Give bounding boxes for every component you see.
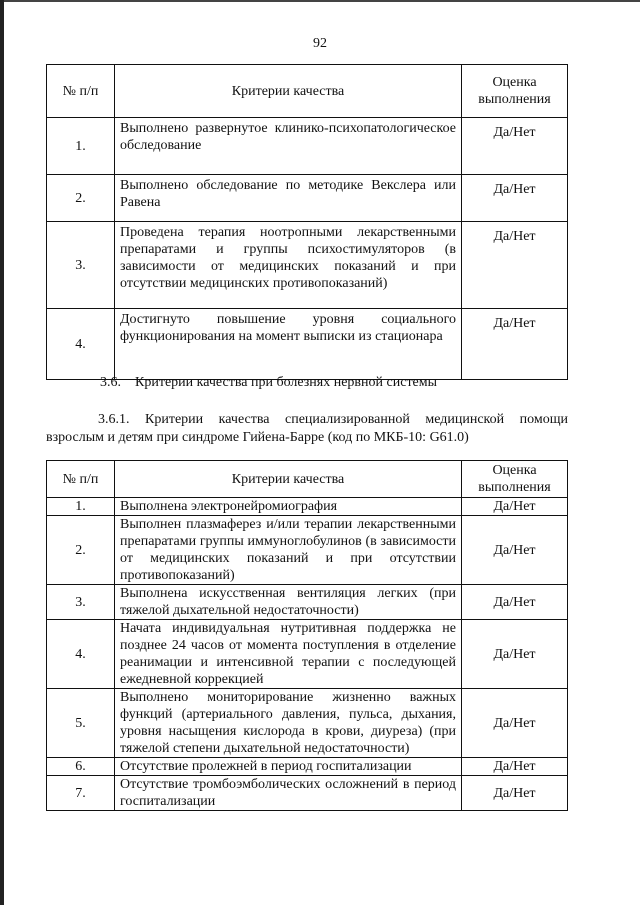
row-num: 3. [47, 222, 115, 309]
criteria-table-1 [46, 64, 568, 380]
table-row [47, 585, 568, 620]
criteria-table-2 [46, 460, 568, 811]
row-grade: Да/Нет [462, 516, 568, 585]
table-row [47, 689, 568, 758]
row-criteria: Выполнено мониторирование жизненно важных функций (артериального давления, пульса, дыхания, уровня насыщения кислорода в крови, диуреза) (при тяжелой степени дыхательной недостаточности) [115, 689, 462, 758]
row-num: 6. [47, 758, 115, 776]
row-grade: Да/Нет [462, 689, 568, 758]
row-grade: Да/Нет [462, 175, 568, 222]
row-criteria: Выполнено обследование по методике Векслера или Равена [115, 175, 462, 222]
header-criteria: Критерии качества [115, 65, 462, 118]
table-row [47, 498, 568, 516]
table-row [47, 620, 568, 689]
table-row [47, 222, 568, 309]
table-header-row [47, 461, 568, 498]
row-grade: Да/Нет [462, 118, 568, 175]
row-num: 7. [47, 776, 115, 811]
row-criteria: Начата индивидуальная нутритивная поддержка не позднее 24 часов от момента поступления в отделение реанимации и интенсивной терапии с последующей ежедневной коррекцией [115, 620, 462, 689]
row-num: 1. [47, 498, 115, 516]
row-grade: Да/Нет [462, 309, 568, 380]
table-row [47, 758, 568, 776]
table-row [47, 776, 568, 811]
page-number: 92 [313, 36, 327, 51]
header-criteria: Критерии качества [115, 461, 462, 498]
row-num: 5. [47, 689, 115, 758]
table-row [47, 118, 568, 175]
header-grade: Оценка выполнения [462, 65, 568, 118]
row-grade: Да/Нет [462, 498, 568, 516]
header-num: № п/п [47, 461, 115, 498]
row-criteria: Выполнен плазмаферез и/или терапии лекарственными препаратами группы иммуноглобулинов (в зависимости от медицинских показаний и при отсутствии противопоказаний) [115, 516, 462, 585]
table-row [47, 175, 568, 222]
row-criteria: Выполнена искусственная вентиляция легких (при тяжелой дыхательной недостаточности) [115, 585, 462, 620]
row-criteria: Отсутствие тромбоэмболических осложнений в период госпитализации [115, 776, 462, 811]
header-num: № п/п [47, 65, 115, 118]
row-criteria: Достигнуто повышение уровня социального функционирования на момент выписки из стационара [115, 309, 462, 380]
table-row [47, 516, 568, 585]
row-num: 4. [47, 309, 115, 380]
table-row [47, 309, 568, 380]
section-title-text: Критерии качества при болезнях нервной системы [135, 375, 438, 390]
scan-top-edge [0, 0, 640, 2]
row-criteria: Проведена терапия ноотропными лекарственными препаратами и группы психостимуляторов (в зависимости от медицинских показаний и при отсутствии медицинских противопоказаний) [115, 222, 462, 309]
row-criteria: Отсутствие пролежней в период госпитализации [115, 758, 462, 776]
row-num: 1. [47, 118, 115, 175]
subsection-heading: 3.6.1. Критерии качества специализированной медицинской помощи взрослым и детям при синдроме Гийена-Барре (код по МКБ-10: G61.0) [46, 412, 568, 445]
row-grade: Да/Нет [462, 222, 568, 309]
row-num: 2. [47, 516, 115, 585]
row-grade: Да/Нет [462, 776, 568, 811]
row-grade: Да/Нет [462, 585, 568, 620]
table-header-row [47, 65, 568, 118]
row-grade: Да/Нет [462, 620, 568, 689]
row-num: 3. [47, 585, 115, 620]
section-heading [100, 375, 437, 391]
row-criteria: Выполнена электронейромиография [115, 498, 462, 516]
scan-left-edge [0, 0, 4, 905]
row-criteria: Выполнено развернутое клинико-психопатологическое обследование [115, 118, 462, 175]
row-num: 2. [47, 175, 115, 222]
header-grade: Оценка выполнения [462, 461, 568, 498]
section-number: 3.6. [100, 375, 121, 390]
row-num: 4. [47, 620, 115, 689]
row-grade: Да/Нет [462, 758, 568, 776]
